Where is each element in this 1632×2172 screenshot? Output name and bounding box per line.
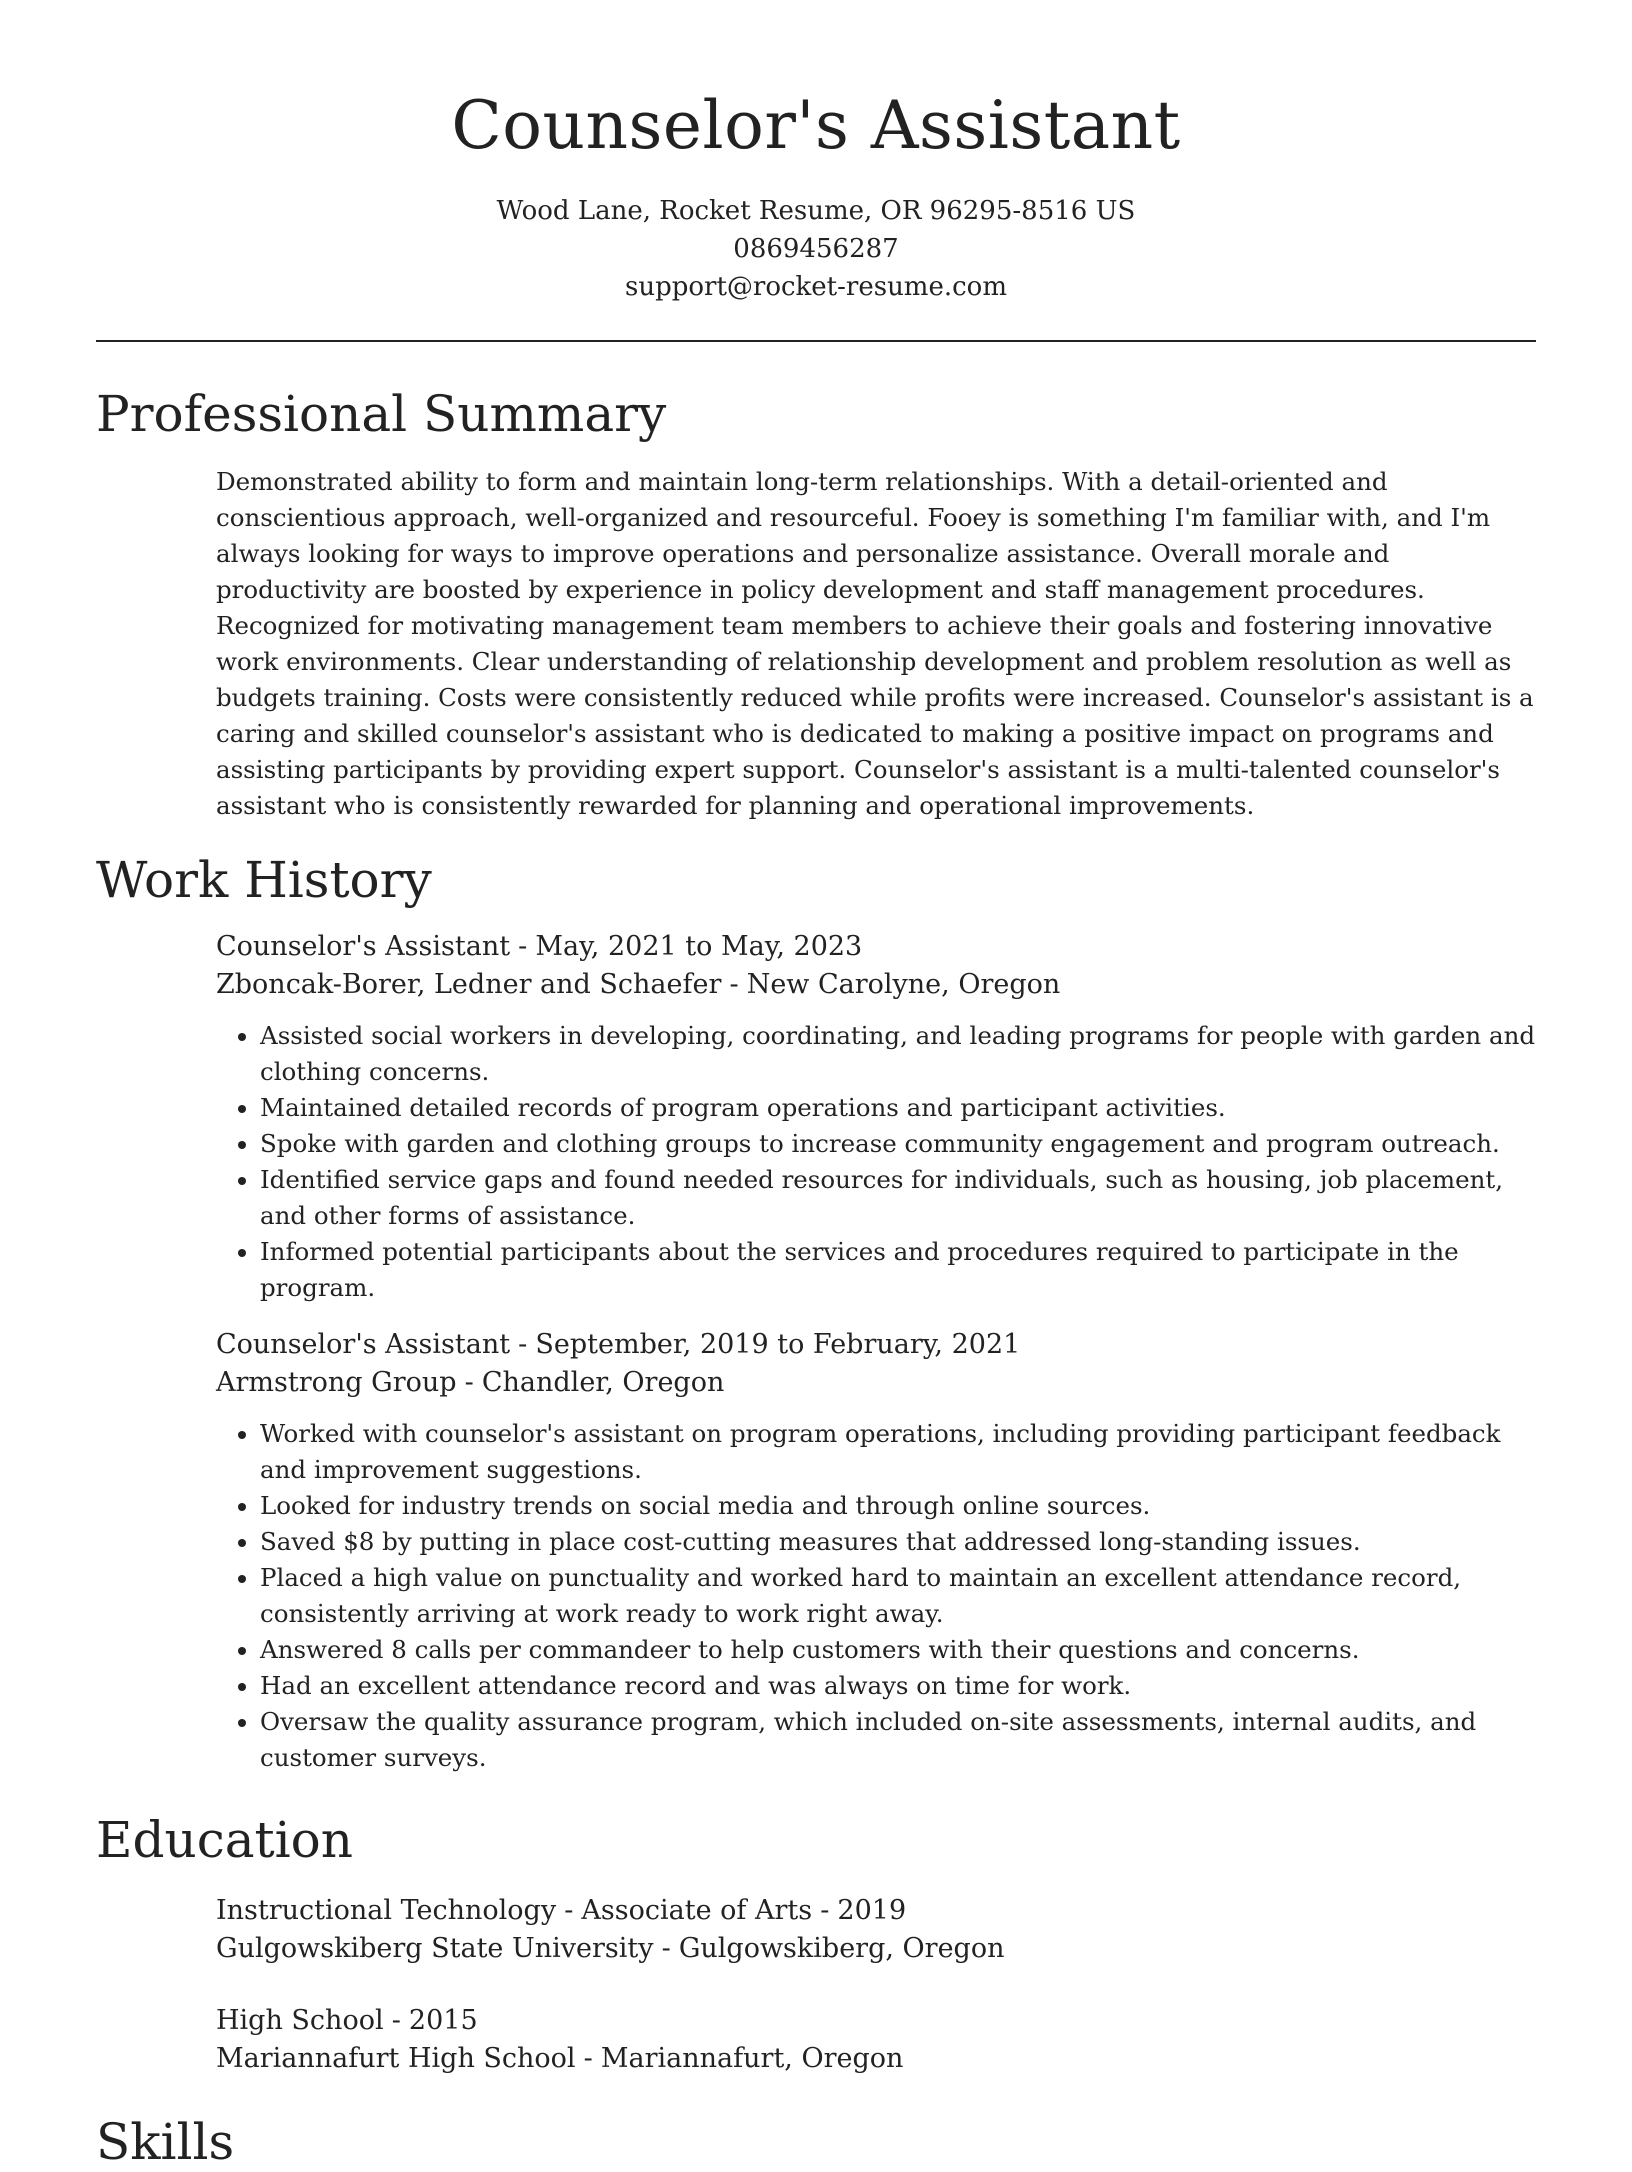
contact-email: support@rocket-resume.com (624, 272, 1007, 302)
duty-item: • Answered 8 calls per commandeer to help customers with their questions and concerns. (260, 1632, 1536, 1668)
separator: - (729, 969, 739, 1000)
duty-item: • Placed a high value on punctuality and worked hard to maintain an excellent attendance record, consistently arriving at work ready to work right away. (260, 1560, 1536, 1632)
job-role: Counselor's Assistant (216, 1329, 511, 1360)
job-company: Armstrong Group (216, 1367, 457, 1398)
contact-block (96, 192, 1536, 306)
job-location: New Carolyne, Oregon (746, 969, 1061, 1000)
job-company-line (216, 966, 1536, 1004)
education-degree-line (216, 1892, 1536, 1930)
job-role: Counselor's Assistant (216, 931, 511, 962)
education-entry (216, 1892, 1536, 1968)
contact-phone: 0869456287 (733, 234, 899, 264)
education-degree: High School (216, 2005, 384, 2036)
job-title-line (216, 928, 1536, 966)
header-divider (96, 340, 1536, 342)
separator: - (564, 1895, 574, 1926)
job-title-line (216, 1326, 1536, 1364)
job-dates: September, 2019 to February, 2021 (535, 1329, 1021, 1360)
resume-name: Counselor's Assistant (451, 87, 1181, 164)
duty-item: • Oversaw the quality assurance program, which included on-site assessments, internal audits, and customer surveys. (260, 1704, 1536, 1776)
job-location: Chandler, Oregon (481, 1367, 725, 1398)
duty-item: • Had an excellent attendance record and was always on time for work. (260, 1668, 1536, 1704)
summary-text: Demonstrated ability to form and maintain long-term relationships. With a detail-oriented and conscientious approach, well-organized and resourceful. Fooey is something I'm familiar with, and I'm always looking for ways to improve operations and personalize assistance. Overall morale and productivity are boosted by experience in policy development and staff management procedures. Recognized for motivating management team members to achieve their goals and fostering innovative work environments. Clear understanding of relationship development and problem resolution as well as budgets training. Costs were consistently reduced while profits were increased. Counselor's assistant is a caring and skilled counselor's assistant who is dedicated to making a positive impact on programs and assisting participants by providing expert support. Counselor's assistant is a multi-talented counselor's assistant who is consistently rewarded for planning and operational improvements. (216, 467, 1534, 820)
education-degree-line (216, 2002, 1536, 2040)
resume-page (96, 0, 1536, 2172)
education-school: Mariannafurt High School (216, 2043, 576, 2074)
separator: - (583, 2043, 593, 2074)
duty-item: • Saved $8 by putting in place cost-cutting measures that addressed long-standing issues. (260, 1524, 1536, 1560)
education-year: 2019 (837, 1895, 907, 1926)
job-duties (216, 1018, 1536, 1306)
duty-item: • Spoke with garden and clothing groups to increase community engagement and program outreach. (260, 1126, 1536, 1162)
duty-item: • Maintained detailed records of program operations and participant activities. (260, 1090, 1536, 1126)
job-entry (216, 1326, 1536, 1776)
section-title-work-history: Work History (96, 851, 432, 909)
education-school-line (216, 2040, 1536, 2078)
education-list (216, 1892, 1536, 2078)
separator: - (464, 1367, 474, 1398)
section-title-skills: Skills (96, 2113, 235, 2171)
section-title-education: Education (96, 1811, 353, 1869)
education-school-line (216, 1930, 1536, 1968)
separator: - (518, 931, 528, 962)
separator: - (391, 2005, 401, 2036)
education-location: Mariannafurt, Oregon (600, 2043, 904, 2074)
education-school: Gulgowskiberg State University (216, 1933, 654, 1964)
education-degree: Associate of Arts (581, 1895, 813, 1926)
work-history-list (216, 928, 1536, 1776)
education-field: Instructional Technology (216, 1895, 557, 1926)
duty-item: • Identified service gaps and found needed resources for individuals, such as housing, job placement, and other forms of assistance. (260, 1162, 1536, 1234)
duty-item: • Worked with counselor's assistant on program operations, including providing participant feedback and improvement suggestions. (260, 1416, 1536, 1488)
job-company: Zboncak-Borer, Ledner and Schaefer (216, 969, 722, 1000)
education-entry (216, 2002, 1536, 2078)
separator: - (820, 1895, 830, 1926)
section-title-summary: Professional Summary (96, 385, 667, 443)
job-dates: May, 2021 to May, 2023 (535, 931, 863, 962)
job-entry (216, 928, 1536, 1306)
job-company-line (216, 1364, 1536, 1402)
job-duties (216, 1416, 1536, 1776)
education-location: Gulgowskiberg, Oregon (678, 1933, 1005, 1964)
contact-address: Wood Lane, Rocket Resume, OR 96295-8516 US (496, 196, 1136, 226)
duty-item: • Assisted social workers in developing, coordinating, and leading programs for people with garden and clothing concerns. (260, 1018, 1536, 1090)
separator: - (661, 1933, 671, 1964)
duty-item: • Looked for industry trends on social media and through online sources. (260, 1488, 1536, 1524)
separator: - (518, 1329, 528, 1360)
education-year: 2015 (408, 2005, 478, 2036)
duty-item: • Informed potential participants about the services and procedures required to participate in the program. (260, 1234, 1536, 1306)
